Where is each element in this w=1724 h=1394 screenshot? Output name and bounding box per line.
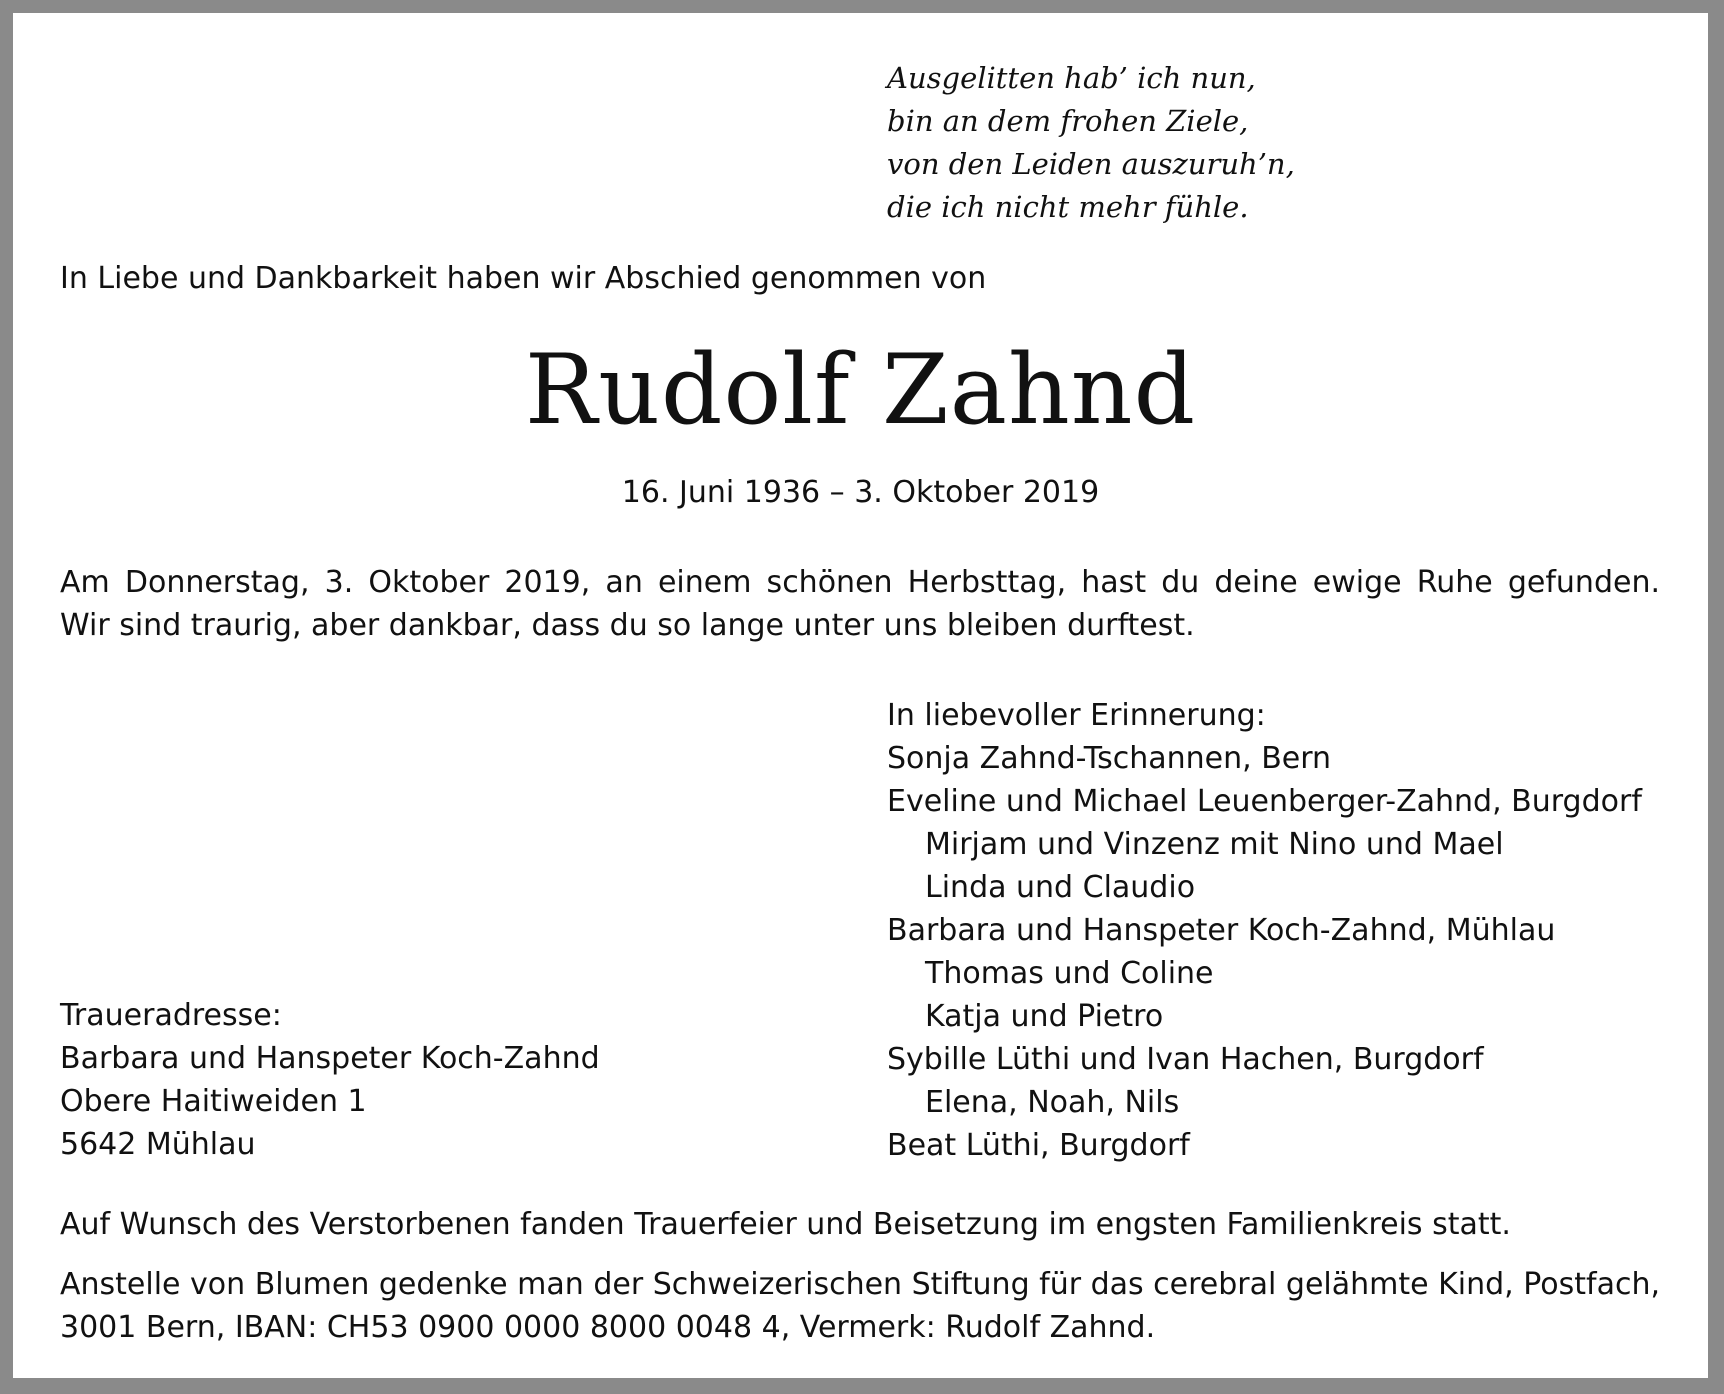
memory-entry: Barbara und Hanspeter Koch-Zahnd, Mühlau: [887, 913, 1556, 948]
obituary-card: [13, 13, 1708, 1378]
message: [60, 561, 1660, 647]
memory-list: [887, 694, 1642, 1167]
address-line: 5642 Mühlau: [60, 1127, 256, 1162]
address-line: Obere Haitiweiden 1: [60, 1084, 367, 1119]
intro-text: In Liebe und Dankbarkeit haben wir Abschied genommen von: [60, 261, 987, 296]
verse-line: Ausgelitten hab’ ich nun,: [887, 61, 1256, 95]
memory-entry: Thomas und Coline: [925, 956, 1214, 991]
memory-entry: Sybille Lüthi und Ivan Hachen, Burgdorf: [887, 1042, 1484, 1077]
memory-heading: In liebevoller Erinnerung:: [887, 698, 1266, 733]
donation-line: Anstelle von Blumen gedenke man der Schweizerischen Stiftung für das cerebral gelähmte Kind, Postfach,: [60, 1267, 1661, 1302]
mourning-address: [60, 994, 600, 1166]
donation-line: 3001 Bern, IBAN: CH53 0900 0000 8000 0048 4, Vermerk: Rudolf Zahnd.: [60, 1310, 1156, 1345]
address-heading: Traueradresse:: [60, 998, 282, 1033]
donation-notice: [60, 1263, 1660, 1349]
memory-entry: Katja und Pietro: [925, 999, 1164, 1034]
deceased-name: Rudolf Zahnd: [524, 334, 1197, 446]
funeral-notice: Auf Wunsch des Verstorbenen fanden Trauerfeier und Beisetzung im engsten Familienkreis statt.: [60, 1207, 1511, 1242]
message-line: Am Donnerstag, 3. Oktober 2019, an einem schönen Herbsttag, hast du deine ewige Ruhe gefunden.: [60, 565, 1660, 600]
life-dates: 16. Juni 1936 – 3. Oktober 2019: [621, 475, 1100, 510]
memory-entry: Sonja Zahnd-Tschannen, Bern: [887, 741, 1332, 776]
memory-entry: Elena, Noah, Nils: [925, 1085, 1180, 1120]
address-line: Barbara und Hanspeter Koch-Zahnd: [60, 1041, 600, 1076]
message-line: Wir sind traurig, aber dankbar, dass du so lange unter uns bleiben durftest.: [60, 608, 1195, 643]
verse-line: bin an dem frohen Ziele,: [887, 104, 1249, 138]
verse-line: von den Leiden auszuruh’n,: [887, 147, 1295, 181]
memory-entry: Linda und Claudio: [925, 870, 1196, 905]
verse-line: die ich nicht mehr fühle.: [887, 190, 1249, 224]
memory-entry: Eveline und Michael Leuenberger-Zahnd, Burgdorf: [887, 784, 1642, 819]
memory-entry: Beat Lüthi, Burgdorf: [887, 1128, 1190, 1163]
verse: [887, 57, 1295, 229]
memory-entry: Mirjam und Vinzenz mit Nino und Mael: [925, 827, 1504, 862]
